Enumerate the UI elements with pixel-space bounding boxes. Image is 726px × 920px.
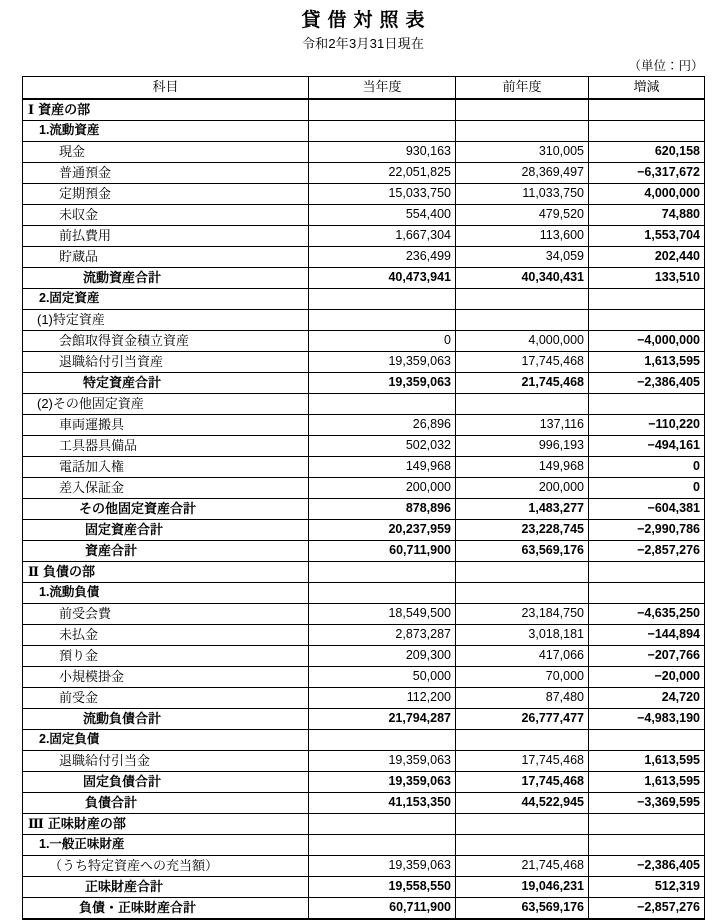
table-row (23, 750, 705, 771)
row-previous-year: 17,745,468 (456, 750, 589, 771)
row-label: 退職給付引当資産 (23, 351, 309, 372)
row-change: 74,880 (589, 204, 705, 225)
row-current-year (309, 561, 456, 582)
row-change: 202,440 (589, 246, 705, 267)
row-label: （うち特定資産への充当額） (23, 855, 309, 876)
row-previous-year: 28,369,497 (456, 162, 589, 183)
row-current-year: 18,549,500 (309, 603, 456, 624)
row-change: 1,613,595 (589, 351, 705, 372)
table-row (23, 414, 705, 435)
row-previous-year (456, 582, 589, 603)
table-row (23, 855, 705, 876)
column-header-previous-year: 前年度 (456, 76, 589, 99)
table-row (23, 708, 705, 729)
row-previous-year: 479,520 (456, 204, 589, 225)
row-current-year: 22,051,825 (309, 162, 456, 183)
row-current-year: 60,711,900 (309, 540, 456, 561)
row-label: 特定資産合計 (23, 372, 309, 393)
row-label: 前受会費 (23, 603, 309, 624)
row-label: 貯蔵品 (23, 246, 309, 267)
page-subtitle: 令和2年3月31日現在 (301, 35, 425, 51)
row-previous-year: 63,569,176 (456, 897, 589, 919)
table-row (23, 477, 705, 498)
table-row (23, 372, 705, 393)
row-current-year: 502,032 (309, 435, 456, 456)
row-label: 流動資産合計 (23, 267, 309, 288)
row-previous-year: 34,059 (456, 246, 589, 267)
row-previous-year (456, 120, 589, 141)
row-change: −604,381 (589, 498, 705, 519)
row-current-year: 2,873,287 (309, 624, 456, 645)
row-previous-year (456, 99, 589, 121)
row-previous-year: 40,340,431 (456, 267, 589, 288)
row-change (589, 729, 705, 750)
table-row (23, 666, 705, 687)
row-change (589, 582, 705, 603)
row-current-year (309, 393, 456, 414)
table-row (23, 729, 705, 750)
row-previous-year: 23,228,745 (456, 519, 589, 540)
table-row (23, 141, 705, 162)
row-change: −4,983,190 (589, 708, 705, 729)
row-current-year (309, 120, 456, 141)
row-previous-year: 11,033,750 (456, 183, 589, 204)
section-numeral: Ⅱ (28, 564, 39, 580)
row-change: −4,635,250 (589, 603, 705, 624)
row-change (589, 834, 705, 855)
row-change: −6,317,672 (589, 162, 705, 183)
table-row (23, 519, 705, 540)
row-change: −3,369,595 (589, 792, 705, 813)
table-row (23, 897, 705, 919)
row-change: −2,857,276 (589, 897, 705, 919)
table-row (23, 393, 705, 414)
row-change: −4,000,000 (589, 330, 705, 351)
row-label: 1.流動負債 (23, 582, 309, 603)
table-row (23, 687, 705, 708)
table-row (23, 162, 705, 183)
row-change: 1,613,595 (589, 771, 705, 792)
row-current-year (309, 99, 456, 121)
row-current-year (309, 813, 456, 834)
row-previous-year: 996,193 (456, 435, 589, 456)
row-current-year: 20,237,959 (309, 519, 456, 540)
row-current-year: 200,000 (309, 477, 456, 498)
row-previous-year: 3,018,181 (456, 624, 589, 645)
table-row (23, 456, 705, 477)
row-label: 車両運搬具 (23, 414, 309, 435)
table-row (23, 834, 705, 855)
row-current-year: 19,558,550 (309, 876, 456, 897)
row-current-year: 50,000 (309, 666, 456, 687)
row-change: −2,857,276 (589, 540, 705, 561)
row-previous-year: 149,968 (456, 456, 589, 477)
row-previous-year: 17,745,468 (456, 351, 589, 372)
row-label: 流動負債合計 (23, 708, 309, 729)
row-label: 預り金 (23, 645, 309, 666)
balance-sheet-table-wrap (22, 76, 704, 920)
row-label: 未払金 (23, 624, 309, 645)
row-previous-year: 70,000 (456, 666, 589, 687)
row-previous-year (456, 393, 589, 414)
page-title: 貸借対照表 (301, 10, 432, 31)
row-previous-year: 113,600 (456, 225, 589, 246)
row-change (589, 309, 705, 330)
row-label: 工具器具備品 (23, 435, 309, 456)
row-change: 1,553,704 (589, 225, 705, 246)
table-row (23, 330, 705, 351)
row-current-year: 15,033,750 (309, 183, 456, 204)
row-current-year (309, 834, 456, 855)
unit-note: （単位：円） (628, 58, 704, 73)
table-row (23, 225, 705, 246)
row-current-year (309, 582, 456, 603)
row-label: 前受金 (23, 687, 309, 708)
table-row (23, 624, 705, 645)
row-label: 未収金 (23, 204, 309, 225)
table-row (23, 99, 705, 121)
table-row (23, 204, 705, 225)
table-row (23, 540, 705, 561)
row-previous-year (456, 834, 589, 855)
row-change (589, 813, 705, 834)
row-label: 定期預金 (23, 183, 309, 204)
row-label: (2)その他固定資産 (23, 393, 309, 414)
row-label: Ⅲ 正味財産の部 (23, 813, 309, 834)
row-label: 2.固定負債 (23, 729, 309, 750)
row-label: 正味財産合計 (23, 876, 309, 897)
row-label: 資産合計 (23, 540, 309, 561)
row-change: −494,161 (589, 435, 705, 456)
table-row (23, 561, 705, 582)
row-change (589, 393, 705, 414)
section-numeral: Ⅲ (28, 816, 44, 832)
row-change (589, 288, 705, 309)
row-current-year: 19,359,063 (309, 750, 456, 771)
row-previous-year: 1,483,277 (456, 498, 589, 519)
row-label: 前払費用 (23, 225, 309, 246)
row-change: 512,319 (589, 876, 705, 897)
table-row (23, 435, 705, 456)
row-change (589, 120, 705, 141)
table-row (23, 351, 705, 372)
row-current-year: 41,153,350 (309, 792, 456, 813)
row-previous-year: 17,745,468 (456, 771, 589, 792)
row-current-year: 26,896 (309, 414, 456, 435)
column-header-change: 増減 (589, 76, 705, 99)
row-previous-year (456, 309, 589, 330)
row-current-year: 19,359,063 (309, 372, 456, 393)
row-current-year: 878,896 (309, 498, 456, 519)
row-change: −2,386,405 (589, 855, 705, 876)
row-current-year (309, 309, 456, 330)
row-label: 負債・正味財産合計 (23, 897, 309, 919)
table-row (23, 876, 705, 897)
row-change: 24,720 (589, 687, 705, 708)
row-change: −110,220 (589, 414, 705, 435)
row-label: 1.一般正味財産 (23, 834, 309, 855)
row-change: 620,158 (589, 141, 705, 162)
row-change: −20,000 (589, 666, 705, 687)
row-previous-year (456, 288, 589, 309)
row-previous-year: 21,745,468 (456, 372, 589, 393)
row-change: 4,000,000 (589, 183, 705, 204)
table-row (23, 582, 705, 603)
row-current-year: 149,968 (309, 456, 456, 477)
row-previous-year: 200,000 (456, 477, 589, 498)
table-row (23, 792, 705, 813)
table-row (23, 603, 705, 624)
row-change: −144,894 (589, 624, 705, 645)
row-previous-year: 44,522,945 (456, 792, 589, 813)
row-previous-year (456, 813, 589, 834)
row-previous-year: 310,005 (456, 141, 589, 162)
section-numeral: Ⅰ (28, 102, 35, 118)
row-label: 現金 (23, 141, 309, 162)
column-header-item: 科目 (23, 76, 309, 99)
row-label: 負債合計 (23, 792, 309, 813)
row-current-year: 930,163 (309, 141, 456, 162)
row-label: 固定資産合計 (23, 519, 309, 540)
row-previous-year: 21,745,468 (456, 855, 589, 876)
row-change: −207,766 (589, 645, 705, 666)
column-header-current-year: 当年度 (309, 76, 456, 99)
row-previous-year: 417,066 (456, 645, 589, 666)
row-current-year: 21,794,287 (309, 708, 456, 729)
row-change (589, 99, 705, 121)
row-change: 0 (589, 477, 705, 498)
row-current-year: 40,473,941 (309, 267, 456, 288)
row-change: −2,386,405 (589, 372, 705, 393)
row-current-year (309, 288, 456, 309)
row-current-year: 19,359,063 (309, 351, 456, 372)
row-previous-year: 137,116 (456, 414, 589, 435)
row-previous-year: 26,777,477 (456, 708, 589, 729)
row-current-year: 19,359,063 (309, 855, 456, 876)
row-previous-year: 19,046,231 (456, 876, 589, 897)
row-previous-year: 87,480 (456, 687, 589, 708)
row-change (589, 561, 705, 582)
row-label: 退職給付引当金 (23, 750, 309, 771)
row-current-year (309, 729, 456, 750)
row-label: その他固定資産合計 (23, 498, 309, 519)
row-label: 電話加入権 (23, 456, 309, 477)
row-label: Ⅰ 資産の部 (23, 99, 309, 121)
row-label: 2.固定資産 (23, 288, 309, 309)
table-row (23, 183, 705, 204)
row-current-year: 112,200 (309, 687, 456, 708)
row-label: 小規模掛金 (23, 666, 309, 687)
row-previous-year (456, 729, 589, 750)
row-change: 133,510 (589, 267, 705, 288)
row-change: 1,613,595 (589, 750, 705, 771)
table-row (23, 288, 705, 309)
row-label: (1)特定資産 (23, 309, 309, 330)
row-label: Ⅱ 負債の部 (23, 561, 309, 582)
row-previous-year: 23,184,750 (456, 603, 589, 624)
row-current-year: 554,400 (309, 204, 456, 225)
row-previous-year: 4,000,000 (456, 330, 589, 351)
balance-sheet-table (22, 76, 705, 920)
table-row (23, 120, 705, 141)
table-row (23, 645, 705, 666)
row-current-year: 0 (309, 330, 456, 351)
table-header (23, 76, 705, 99)
table-row (23, 309, 705, 330)
row-label: 固定負債合計 (23, 771, 309, 792)
row-change: −2,990,786 (589, 519, 705, 540)
row-label: 会館取得資金積立資産 (23, 330, 309, 351)
table-header-row (23, 76, 705, 99)
row-current-year: 19,359,063 (309, 771, 456, 792)
row-current-year: 209,300 (309, 645, 456, 666)
table-body (23, 99, 705, 919)
row-previous-year (456, 561, 589, 582)
title-block (0, 0, 726, 53)
row-current-year: 1,667,304 (309, 225, 456, 246)
table-row (23, 267, 705, 288)
row-label: 普通預金 (23, 162, 309, 183)
row-label: 差入保証金 (23, 477, 309, 498)
row-current-year: 236,499 (309, 246, 456, 267)
table-row (23, 813, 705, 834)
row-previous-year: 63,569,176 (456, 540, 589, 561)
table-row (23, 498, 705, 519)
table-row (23, 771, 705, 792)
table-row (23, 246, 705, 267)
row-change: 0 (589, 456, 705, 477)
row-current-year: 60,711,900 (309, 897, 456, 919)
row-label: 1.流動資産 (23, 120, 309, 141)
